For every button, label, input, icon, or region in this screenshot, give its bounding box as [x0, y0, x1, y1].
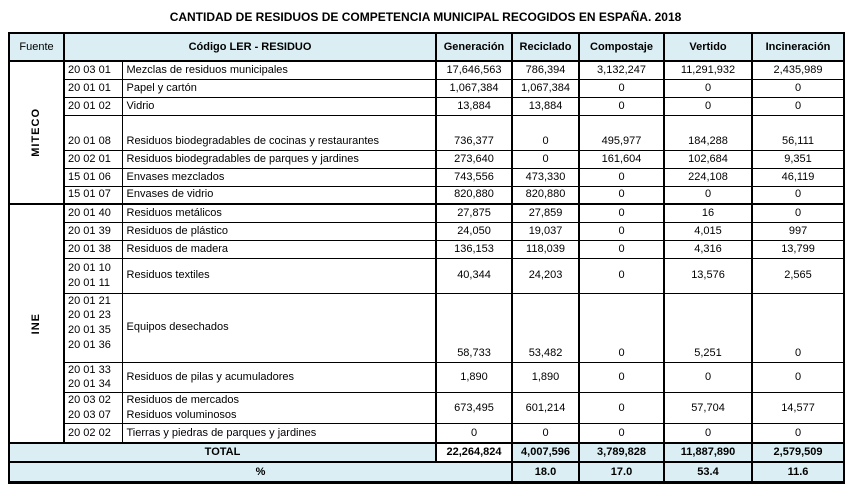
value-vertido: 0 — [664, 362, 752, 393]
value-compostaje: 3,132,247 — [579, 61, 664, 79]
residuo-desc: Residuos de pilas y acumuladores — [122, 362, 436, 393]
value-incineracion: 14,577 — [752, 393, 844, 424]
percent-incineracion: 11.6 — [752, 462, 844, 482]
value-reciclado: 0 — [512, 423, 579, 443]
table-row — [9, 79, 844, 97]
col-header-reciclado: Reciclado — [512, 33, 579, 61]
residuo-desc: Papel y cartón — [122, 79, 436, 97]
col-header-compostaje: Compostaje — [579, 33, 664, 61]
value-generacion: 58,733 — [436, 293, 512, 362]
value-generacion: 136,153 — [436, 240, 512, 258]
table-row — [9, 222, 844, 240]
col-header-generacion: Generación — [436, 33, 512, 61]
ler-code: 20 02 01 — [64, 150, 122, 168]
ler-code: 20 01 39 — [64, 222, 122, 240]
value-generacion: 1,890 — [436, 362, 512, 393]
ler-code — [64, 362, 122, 393]
value-incineracion: 46,119 — [752, 168, 844, 186]
table-row — [9, 97, 844, 115]
value-compostaje: 0 — [579, 393, 664, 424]
residuo-desc-line: Residuos de mercados — [126, 394, 240, 407]
value-compostaje: 0 — [579, 240, 664, 258]
value-generacion: 736,377 — [436, 115, 512, 150]
value-reciclado: 1,890 — [512, 362, 579, 393]
ler-code-line: 20 03 02 — [68, 394, 111, 407]
col-header-codigo-ler: Código LER - RESIDUO — [64, 33, 436, 61]
col-header-fuente: Fuente — [9, 33, 64, 61]
value-vertido: 16 — [664, 204, 752, 222]
value-compostaje: 161,604 — [579, 150, 664, 168]
ler-code: 20 02 02 — [64, 423, 122, 443]
value-incineracion: 0 — [752, 423, 844, 443]
value-generacion: 743,556 — [436, 168, 512, 186]
residuo-desc: Residuos de plástico — [122, 222, 436, 240]
ler-code: 20 01 38 — [64, 240, 122, 258]
value-incineracion: 2,435,989 — [752, 61, 844, 79]
table-row — [9, 258, 844, 293]
value-generacion: 40,344 — [436, 258, 512, 293]
value-incineracion: 0 — [752, 79, 844, 97]
ler-code: 20 01 08 — [64, 115, 122, 150]
residuo-desc: Envases mezclados — [122, 168, 436, 186]
ler-code: 15 01 06 — [64, 168, 122, 186]
value-reciclado: 820,880 — [512, 186, 579, 204]
source-group-miteco — [9, 61, 64, 204]
value-incineracion: 0 — [752, 97, 844, 115]
value-incineracion: 997 — [752, 222, 844, 240]
table-row — [9, 240, 844, 258]
ler-code-line: 20 01 11 — [68, 276, 111, 289]
residuo-desc: Residuos de madera — [122, 240, 436, 258]
percent-label: % — [9, 462, 512, 482]
value-generacion: 1,067,384 — [436, 79, 512, 97]
value-reciclado: 0 — [512, 150, 579, 168]
percent-vertido: 53.4 — [664, 462, 752, 482]
residuo-desc: Residuos metálicos — [122, 204, 436, 222]
value-vertido: 0 — [664, 186, 752, 204]
table-row — [9, 423, 844, 443]
value-compostaje: 0 — [579, 79, 664, 97]
table-row — [9, 393, 844, 424]
value-compostaje: 0 — [579, 362, 664, 393]
table-row — [9, 61, 844, 79]
residuo-desc: Residuos textiles — [122, 258, 436, 293]
value-incineracion: 56,111 — [752, 115, 844, 150]
value-incineracion: 9,351 — [752, 150, 844, 168]
value-compostaje: 0 — [579, 293, 664, 362]
total-row — [9, 443, 844, 462]
residuo-desc-line: Residuos voluminosos — [126, 409, 237, 422]
residuo-desc: Residuos biodegradables de cocinas y restaurantes — [122, 115, 436, 150]
total-label: TOTAL — [9, 443, 436, 462]
value-incineracion: 0 — [752, 293, 844, 362]
value-generacion: 273,640 — [436, 150, 512, 168]
total-reciclado: 4,007,596 — [512, 443, 579, 462]
value-vertido: 224,108 — [664, 168, 752, 186]
header-row — [9, 33, 844, 61]
value-compostaje: 0 — [579, 97, 664, 115]
ler-code: 15 01 07 — [64, 186, 122, 204]
value-reciclado: 19,037 — [512, 222, 579, 240]
value-reciclado: 27,859 — [512, 204, 579, 222]
value-generacion: 24,050 — [436, 222, 512, 240]
value-compostaje: 0 — [579, 168, 664, 186]
ler-code: 20 01 01 — [64, 79, 122, 97]
residuos-table — [8, 32, 845, 484]
residuo-desc: Tierras y piedras de parques y jardines — [122, 423, 436, 443]
table-row — [9, 150, 844, 168]
value-reciclado: 473,330 — [512, 168, 579, 186]
ler-code-line: 20 01 21 — [68, 294, 111, 307]
table-row — [9, 293, 844, 362]
value-reciclado: 13,884 — [512, 97, 579, 115]
value-incineracion: 0 — [752, 204, 844, 222]
value-compostaje: 495,977 — [579, 115, 664, 150]
value-incineracion: 13,799 — [752, 240, 844, 258]
total-compostaje: 3,789,828 — [579, 443, 664, 462]
percent-row — [9, 462, 844, 482]
ler-code — [64, 258, 122, 293]
table-row — [9, 186, 844, 204]
value-vertido: 13,576 — [664, 258, 752, 293]
ler-code-line: 20 03 07 — [68, 409, 111, 422]
residuo-desc: Mezclas de residuos municipales — [122, 61, 436, 79]
percent-reciclado: 18.0 — [512, 462, 579, 482]
ler-code-line: 20 01 33 — [68, 363, 111, 376]
value-generacion: 13,884 — [436, 97, 512, 115]
table-row — [9, 204, 844, 222]
ler-code-line: 20 01 36 — [68, 339, 111, 352]
source-group-ine — [9, 204, 64, 443]
source-label: MITECO — [30, 108, 43, 157]
ler-code-line: 20 01 35 — [68, 324, 111, 337]
value-compostaje: 0 — [579, 204, 664, 222]
value-vertido: 102,684 — [664, 150, 752, 168]
value-generacion: 17,646,563 — [436, 61, 512, 79]
table-row — [9, 362, 844, 393]
residuo-desc — [122, 393, 436, 424]
ler-code: 20 01 40 — [64, 204, 122, 222]
value-reciclado: 601,214 — [512, 393, 579, 424]
value-generacion: 673,495 — [436, 393, 512, 424]
value-vertido: 4,015 — [664, 222, 752, 240]
total-generacion: 22,264,824 — [436, 443, 512, 462]
value-compostaje: 0 — [579, 186, 664, 204]
value-reciclado: 118,039 — [512, 240, 579, 258]
value-generacion: 0 — [436, 423, 512, 443]
total-incineracion: 2,579,509 — [752, 443, 844, 462]
value-vertido: 4,316 — [664, 240, 752, 258]
total-vertido: 11,887,890 — [664, 443, 752, 462]
value-vertido: 0 — [664, 97, 752, 115]
col-header-incineracion: Incineración — [752, 33, 844, 61]
value-reciclado: 1,067,384 — [512, 79, 579, 97]
ler-code-line: 20 01 23 — [68, 309, 111, 322]
residuo-desc: Equipos desechados — [122, 293, 436, 362]
table-row — [9, 115, 844, 150]
ler-code-line: 20 01 10 — [68, 261, 111, 274]
table-title: CANTIDAD DE RESIDUOS DE COMPETENCIA MUNICIPAL RECOGIDOS EN ESPAÑA. 2018 — [169, 10, 682, 24]
value-vertido: 11,291,932 — [664, 61, 752, 79]
value-reciclado: 786,394 — [512, 61, 579, 79]
source-label: INE — [30, 313, 43, 335]
residuo-desc: Envases de vidrio — [122, 186, 436, 204]
value-vertido: 0 — [664, 79, 752, 97]
value-generacion: 27,875 — [436, 204, 512, 222]
value-incineracion: 0 — [752, 186, 844, 204]
value-vertido: 57,704 — [664, 393, 752, 424]
residuo-desc: Residuos biodegradables de parques y jardines — [122, 150, 436, 168]
residuo-desc: Vidrio — [122, 97, 436, 115]
value-compostaje: 0 — [579, 222, 664, 240]
value-vertido: 184,288 — [664, 115, 752, 150]
ler-code: 20 03 01 — [64, 61, 122, 79]
col-header-vertido: Vertido — [664, 33, 752, 61]
value-reciclado: 24,203 — [512, 258, 579, 293]
value-reciclado: 53,482 — [512, 293, 579, 362]
value-incineracion: 2,565 — [752, 258, 844, 293]
value-vertido: 5,251 — [664, 293, 752, 362]
ler-code: 20 01 02 — [64, 97, 122, 115]
value-compostaje: 0 — [579, 423, 664, 443]
ler-code — [64, 293, 122, 362]
value-reciclado: 0 — [512, 115, 579, 150]
ler-code-line: 20 01 34 — [68, 378, 111, 391]
value-vertido: 0 — [664, 423, 752, 443]
table-row — [9, 168, 844, 186]
value-incineracion: 0 — [752, 362, 844, 393]
value-compostaje: 0 — [579, 258, 664, 293]
percent-compostaje: 17.0 — [579, 462, 664, 482]
value-generacion: 820,880 — [436, 186, 512, 204]
ler-code — [64, 393, 122, 424]
